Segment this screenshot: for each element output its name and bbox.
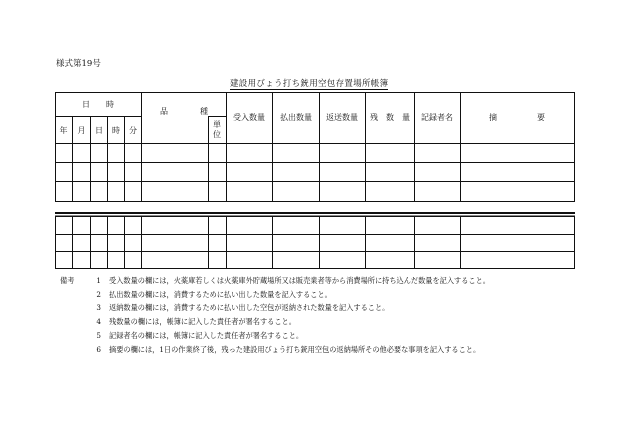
header-hour: 時 (112, 126, 120, 135)
header-issued: 払出数量 (280, 113, 312, 122)
note-item (60, 288, 490, 302)
header-month: 月 (77, 126, 86, 135)
header-day: 日 (95, 126, 103, 135)
header-remarks: 摘 要 (489, 113, 545, 122)
note-number: 5 (96, 330, 101, 340)
header-minute: 分 (129, 126, 137, 135)
header-datetime: 日 時 (82, 100, 114, 109)
note-text: 返納数量の欄には，消費するために払い出した空包が返納された数量を記入すること。 (109, 303, 390, 313)
notes-label (60, 288, 84, 302)
note-item (60, 274, 490, 288)
upper-column-lines (73, 92, 461, 202)
header-recorder: 記録者名 (421, 113, 453, 122)
note-number: 2 (96, 289, 101, 299)
form-number: 様式第19号 (56, 59, 101, 69)
note-number: 1 (96, 276, 101, 285)
notes-label: 備考 (60, 276, 75, 285)
note-item (60, 329, 490, 343)
note-number: 3 (96, 303, 101, 313)
note-number: 4 (96, 317, 101, 327)
upper-table-border (56, 93, 575, 202)
upper-row-lines (55, 163, 575, 182)
lower-row-lines (55, 235, 575, 252)
header-item: 品 種 (160, 107, 208, 116)
header-received: 受入数量 (233, 113, 265, 122)
note-text: 残数量の欄には，帳簿に記入した責任者が署名すること。 (109, 317, 296, 327)
lower-column-lines (73, 216, 461, 269)
note-item (60, 301, 490, 315)
lower-table-border (56, 217, 575, 269)
note-text: 摘要の欄には，1日の作業終了後，残った建設用びょう打ち銃用空包の返納場所その他必要な事項を記入すること。 (109, 344, 481, 354)
note-text: 払出数量の欄には，消費するために払い出した数量を記入すること。 (109, 289, 332, 299)
notes-section (60, 274, 490, 356)
notes-label (60, 301, 84, 315)
notes-label (60, 315, 84, 329)
header-unit: 単位 (213, 120, 221, 139)
header-year: 年 (59, 126, 68, 135)
note-text: 記録者名の欄には，帳簿に記入した責任者が署名すること。 (109, 330, 304, 340)
note-item (60, 315, 490, 329)
header-remaining: 残 数 量 (370, 113, 410, 122)
notes-label (60, 343, 84, 357)
notes-label (60, 329, 84, 343)
note-number: 6 (96, 344, 101, 354)
document-title: 建設用びょう打ち銃用空包存置場所帳簿 (230, 79, 389, 89)
header-returned: 返送数量 (326, 113, 358, 122)
note-item (60, 343, 490, 357)
note-text: 受入数量の欄には，火薬庫若しくは火薬庫外貯蔵場所又は販売業者等から消費場所に持ち込んだ数量を記入すること。 (109, 276, 490, 285)
